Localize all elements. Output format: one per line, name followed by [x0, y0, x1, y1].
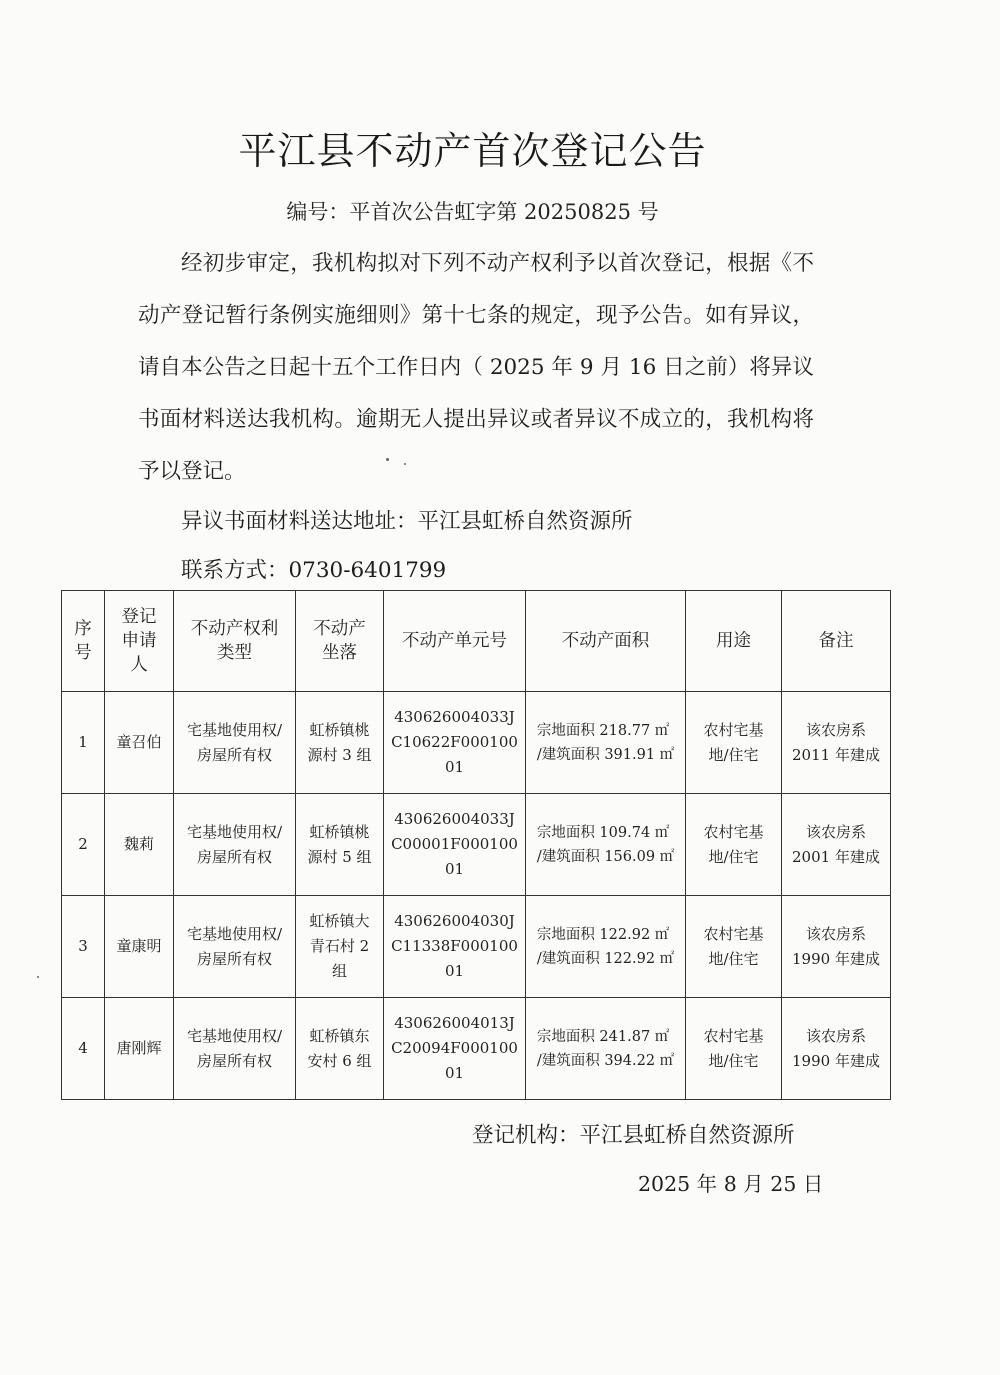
row-area: 宗地面积 241.87 ㎡ /建筑面积 394.22 ㎡ [526, 998, 686, 1100]
row-unit-no: 430626004033JC10622F00010001 [384, 692, 526, 794]
header-no: 序号 [62, 591, 105, 692]
header-right-type: 不动产权利类型 [174, 591, 296, 692]
notice-date: 2025 年 8 月 25 日 [638, 1172, 824, 1196]
header-usage: 用途 [686, 591, 782, 692]
row-right-type: 宅基地使用权/房屋所有权 [174, 998, 296, 1100]
row-unit-no: 430626004030JC11338F00010001 [384, 896, 526, 998]
header-area: 不动产面积 [526, 591, 686, 692]
contact-info: 联系方式：0730-6401799 [181, 558, 447, 583]
row-remark: 该农房系 1990 年建成 [782, 998, 891, 1100]
row-applicant: 童召伯 [105, 692, 174, 794]
table-row [62, 692, 891, 794]
row-usage: 农村宅基地/住宅 [686, 794, 782, 896]
row-right-type: 宅基地使用权/房屋所有权 [174, 896, 296, 998]
document-number: 编号：平首次公告虹字第 20250825 号 [286, 200, 659, 224]
row-no: 3 [62, 896, 105, 998]
row-applicant: 唐刚辉 [105, 998, 174, 1100]
row-remark: 该农房系 2011 年建成 [782, 692, 891, 794]
row-no: 2 [62, 794, 105, 896]
row-no: 1 [62, 692, 105, 794]
notice-title: 平江县不动产首次登记公告 [238, 129, 707, 173]
row-remark: 该农房系 1990 年建成 [782, 896, 891, 998]
table-header-row [62, 591, 891, 692]
row-location: 虹桥镇东安村 6 组 [296, 998, 384, 1100]
registration-table [61, 590, 891, 1100]
scan-speck [404, 463, 406, 465]
row-unit-no: 430626004033JC00001F00010001 [384, 794, 526, 896]
row-location: 虹桥镇桃源村 3 组 [296, 692, 384, 794]
row-usage: 农村宅基地/住宅 [686, 998, 782, 1100]
registration-authority: 登记机构：平江县虹桥自然资源所 [472, 1123, 795, 1148]
header-remark: 备注 [782, 591, 891, 692]
scan-speck [37, 976, 39, 978]
row-location: 虹桥镇桃源村 5 组 [296, 794, 384, 896]
objection-address: 异议书面材料送达地址：平江县虹桥自然资源所 [181, 509, 633, 534]
scan-speck [386, 458, 389, 461]
row-applicant: 童康明 [105, 896, 174, 998]
row-applicant: 魏莉 [105, 794, 174, 896]
table-row [62, 998, 891, 1100]
notice-body: 经初步审定，我机构拟对下列不动产权利予以首次登记，根据《不动产登记暂行条例实施细则》第十七条的规定，现予公告。如有异议，请自本公告之日起十五个工作日内（ 2025 年 9 月 16 日之前）将异议书面材料送达我机构。逾期无人提出异议或者异议不成立的，我机构将予以登记。 [138, 251, 814, 484]
row-remark: 该农房系 2001 年建成 [782, 794, 891, 896]
row-area: 宗地面积 218.77 ㎡ /建筑面积 391.91 ㎡ [526, 692, 686, 794]
row-location: 虹桥镇大青石村 2 组 [296, 896, 384, 998]
row-usage: 农村宅基地/住宅 [686, 692, 782, 794]
row-area: 宗地面积 122.92 ㎡ /建筑面积 122.92 ㎡ [526, 896, 686, 998]
row-right-type: 宅基地使用权/房屋所有权 [174, 692, 296, 794]
row-right-type: 宅基地使用权/房屋所有权 [174, 794, 296, 896]
row-usage: 农村宅基地/住宅 [686, 896, 782, 998]
header-location: 不动产坐落 [296, 591, 384, 692]
header-unit-no: 不动产单元号 [384, 591, 526, 692]
table-row [62, 896, 891, 998]
row-unit-no: 430626004013JC20094F00010001 [384, 998, 526, 1100]
row-no: 4 [62, 998, 105, 1100]
header-applicant: 登记申请人 [105, 591, 174, 692]
row-area: 宗地面积 109.74 ㎡ /建筑面积 156.09 ㎡ [526, 794, 686, 896]
table-row [62, 794, 891, 896]
